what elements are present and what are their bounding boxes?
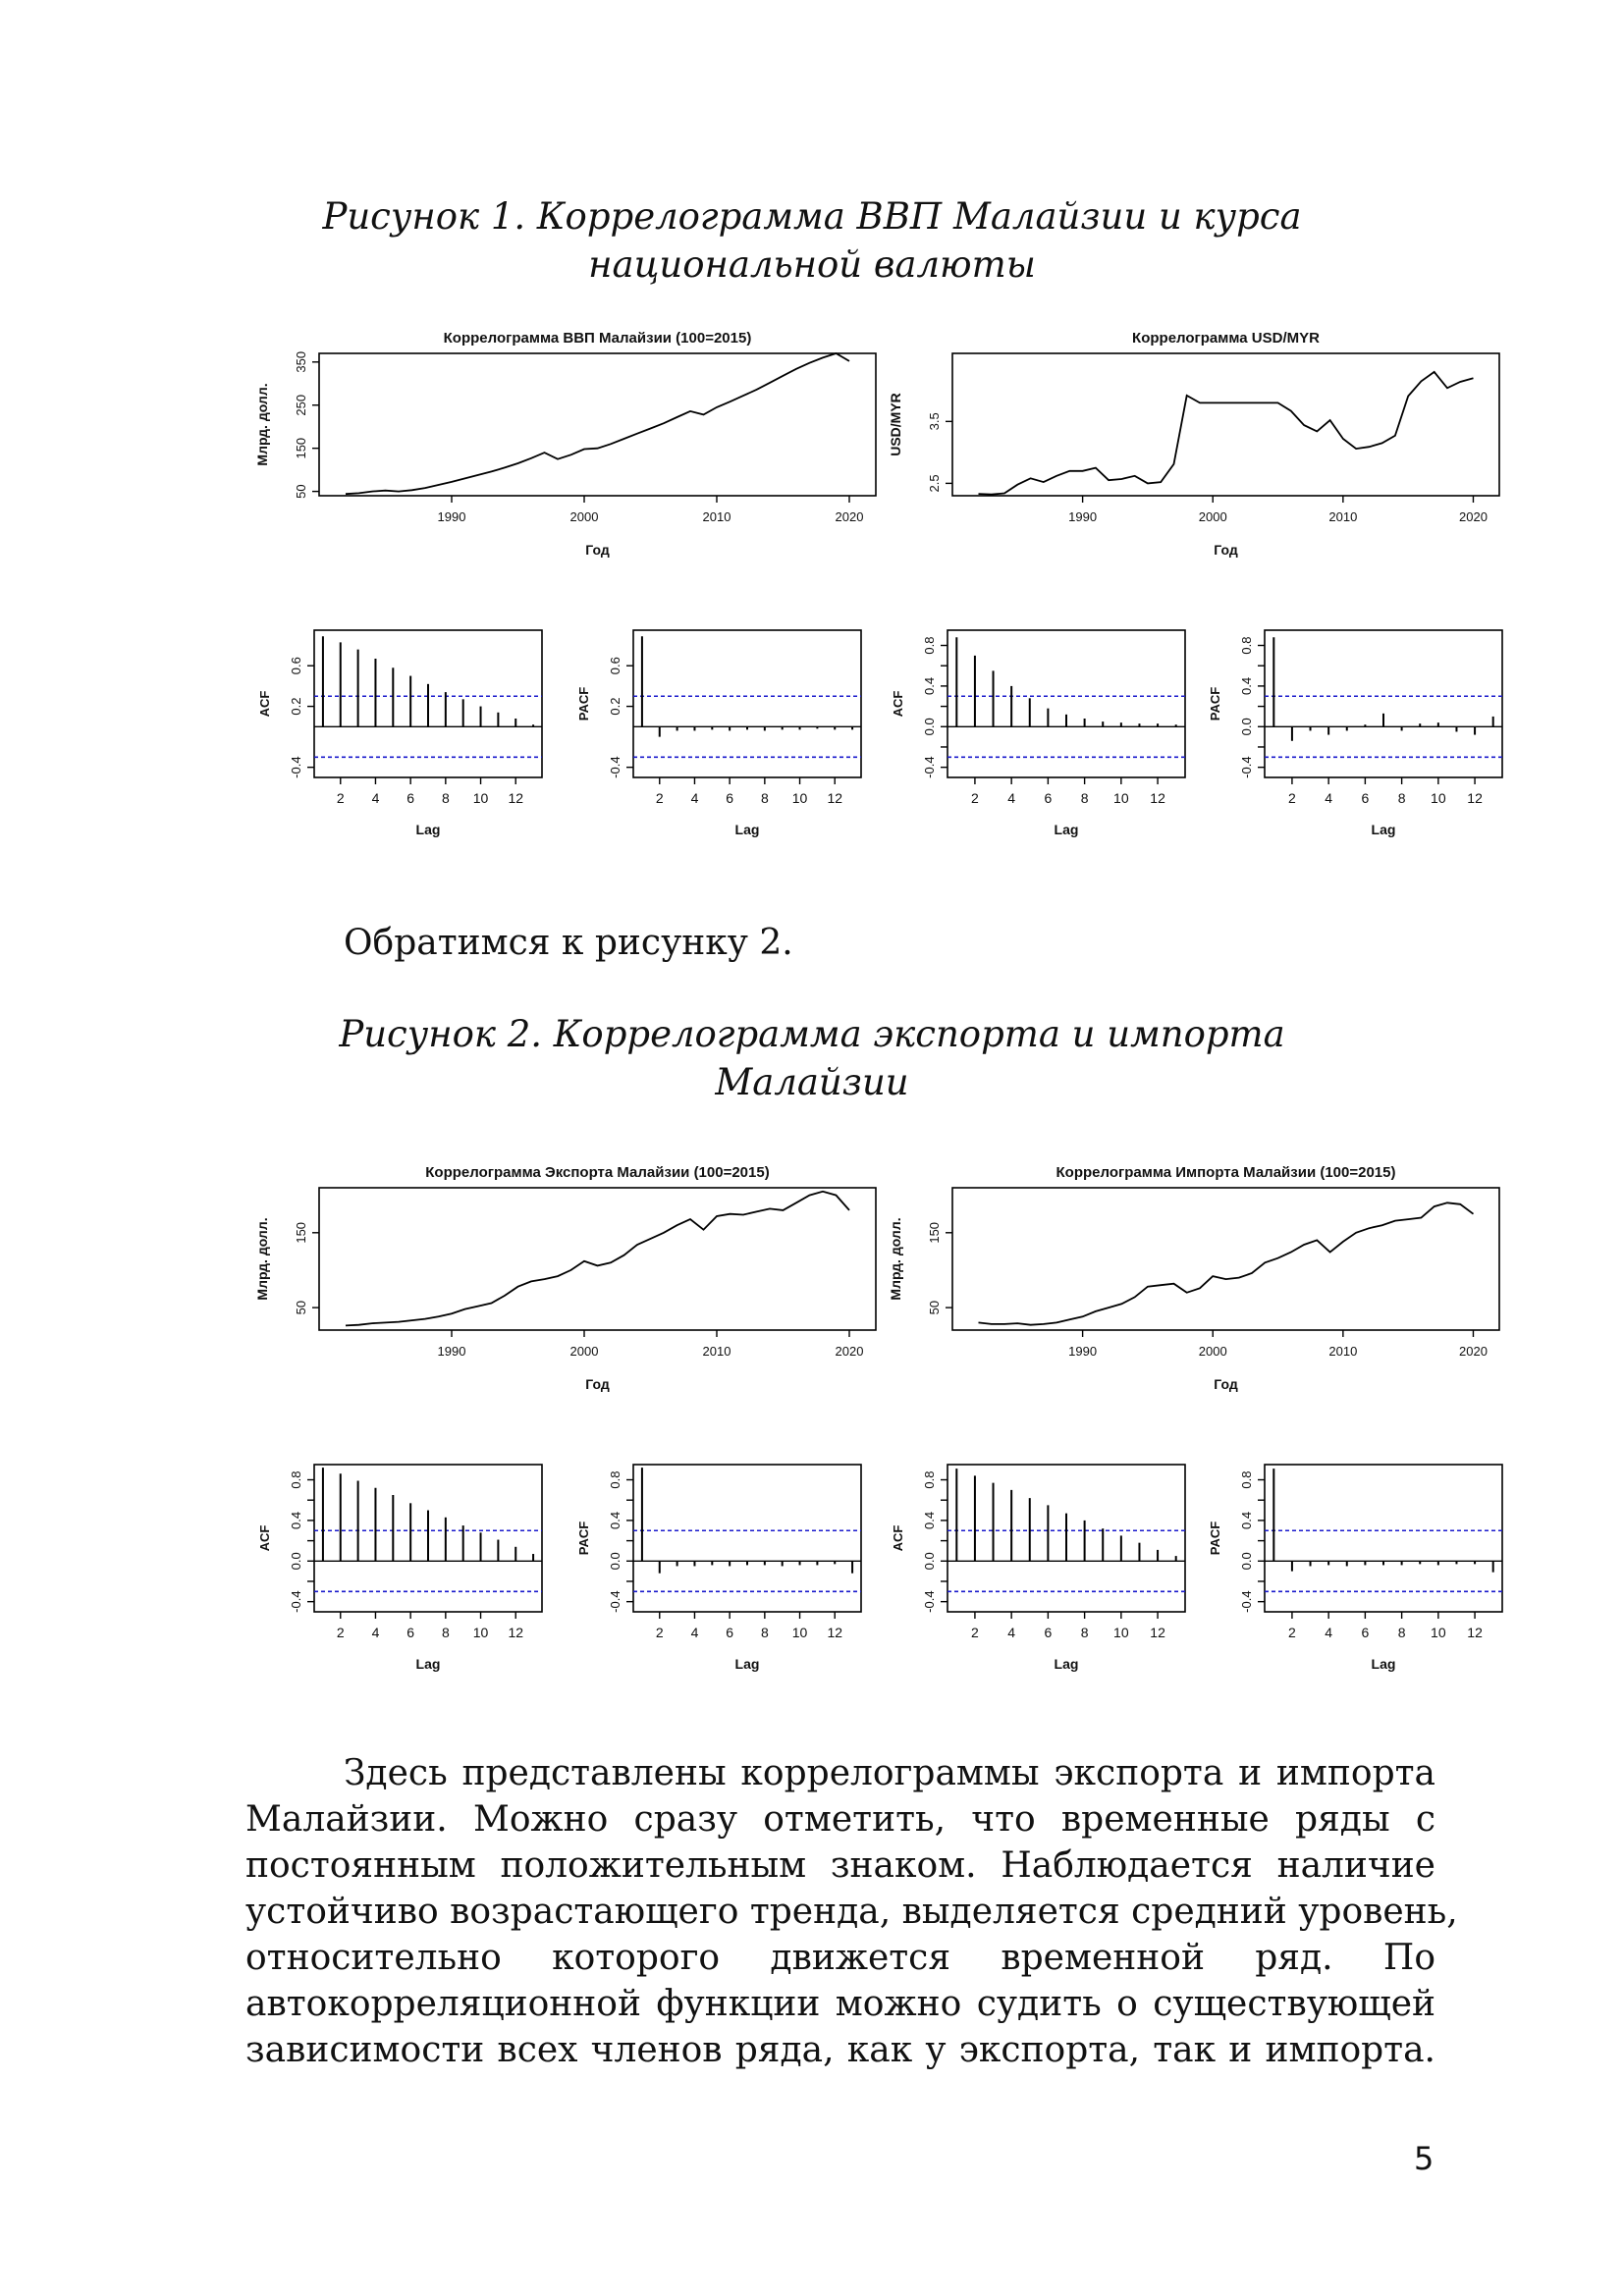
body-line: автокорреляционной функции можно судить о существующей [245,1984,1435,2024]
chart-gdp-acf [245,618,550,854]
y-tick-label: -0.4 [608,756,623,778]
chart-title: Коррелограмма USD/MYR [1132,330,1320,347]
y-tick-label: 150 [294,437,308,459]
x-tick-label: 6 [1361,1625,1370,1640]
plot-frame [1265,1465,1502,1612]
x-tick-label: 1990 [437,509,466,524]
x-axis-label: Lag [734,1656,760,1672]
y-tick-label: 0.4 [1239,676,1254,695]
y-tick-label: 350 [294,350,308,373]
plot-frame [319,353,876,496]
y-tick-label: 150 [294,1221,308,1244]
y-tick-label: -0.4 [922,1590,937,1613]
x-tick-label: 2 [336,1625,345,1640]
chart-import-acf [879,1453,1193,1688]
body-line: Здесь представлены коррелограммы экспорта и импорта [344,1753,1435,1793]
x-tick-label: 12 [1467,790,1483,806]
x-tick-label: 4 [690,790,699,806]
y-axis-label: Млрд. долл. [254,1217,270,1301]
x-tick-label: 1990 [1068,509,1098,524]
plot-frame [1265,630,1502,777]
series-line [979,1202,1474,1324]
x-tick-label: 1990 [437,1344,466,1359]
x-axis-label: Lag [1371,1656,1396,1672]
figure1-caption-line2: национальной валюты [588,243,1036,286]
y-tick-label: 0.4 [1239,1511,1254,1529]
y-tick-label: -0.4 [1239,756,1254,778]
x-tick-label: 6 [406,790,415,806]
x-axis-label: Lag [415,1656,441,1672]
x-axis-label: Lag [734,822,760,837]
y-axis-label: Млрд. долл. [254,383,270,466]
x-tick-label: 12 [1150,1625,1165,1640]
y-axis-label: USD/MYR [888,393,903,456]
body-paragraph [245,1750,1458,2073]
chart-title: Коррелограмма ВВП Малайзии (100=2015) [443,330,752,347]
plot-frame [952,353,1499,496]
y-tick-label: 0.0 [1239,718,1254,736]
y-axis-label: PACF [1208,686,1222,721]
x-tick-label: 12 [508,1625,524,1640]
body-line: устойчиво возрастающего тренда, выделяется средний уровень, [245,1892,1458,1932]
y-tick-label: 0.6 [289,657,303,675]
x-tick-label: 12 [827,790,843,806]
y-tick-label: 0.0 [289,1552,303,1571]
plot-frame [947,630,1185,777]
x-tick-label: 2000 [569,1344,599,1359]
x-tick-label: 2 [1288,790,1296,806]
x-tick-label: 12 [1150,790,1165,806]
plot-frame [319,1188,876,1330]
y-tick-label: 0.4 [608,1511,623,1529]
x-tick-label: 10 [1431,1625,1446,1640]
x-tick-label: 8 [1080,790,1089,806]
chart-gdp [245,324,884,589]
x-tick-label: 8 [1397,790,1406,806]
x-tick-label: 10 [1113,1625,1129,1640]
y-tick-label: 50 [927,1300,942,1315]
x-tick-label: 2 [655,1625,664,1640]
x-tick-label: 10 [1113,790,1129,806]
x-tick-label: 12 [508,790,524,806]
y-tick-label: 0.0 [922,718,937,736]
x-tick-label: 2 [1288,1625,1296,1640]
y-tick-label: 150 [927,1221,942,1244]
x-tick-label: 4 [1325,1625,1333,1640]
x-tick-label: 10 [472,790,489,806]
y-tick-label: 0.6 [608,657,623,675]
x-tick-label: 2020 [1459,1344,1488,1359]
y-tick-label: 0.4 [922,1511,937,1529]
page-number: 5 [1414,2140,1435,2177]
figure2-caption-line1: Рисунок 2. Коррелограмма экспорта и импорта [339,1013,1285,1055]
figure1-caption [0,192,1624,289]
series-line [346,1192,849,1326]
x-tick-label: 2 [971,790,979,806]
y-axis-label: ACF [257,1524,272,1552]
x-tick-label: 4 [371,790,380,806]
x-tick-label: 8 [1080,1625,1089,1640]
chart-import-pacf [1196,1453,1510,1688]
x-axis-label: Lag [1371,822,1396,837]
y-tick-label: -0.4 [289,1590,303,1613]
y-axis-label: ACF [891,690,905,718]
x-tick-label: 2010 [702,509,731,524]
y-axis-label: PACF [576,686,591,721]
y-tick-label: 3.5 [927,412,942,431]
x-tick-label: 6 [406,1625,415,1640]
x-axis-label: Год [585,1376,610,1392]
plot-frame [952,1188,1499,1330]
chart-gdp-pacf [565,618,869,854]
x-tick-label: 2000 [569,509,599,524]
y-tick-label: 0.0 [1239,1552,1254,1571]
x-tick-label: 8 [760,790,769,806]
figure2-caption [0,1010,1624,1106]
x-tick-label: 6 [726,1625,734,1640]
x-tick-label: 2 [336,790,345,806]
chart-export [245,1158,884,1423]
chart-import [879,1158,1507,1423]
y-axis-label: Млрд. долл. [888,1217,903,1301]
y-tick-label: -0.4 [608,1590,623,1613]
y-tick-label: 0.2 [608,697,623,716]
x-tick-label: 2 [971,1625,979,1640]
body-line: относительно которого движется временной ряд. По [245,1938,1435,1978]
x-tick-label: 10 [791,790,808,806]
x-tick-label: 12 [1467,1625,1483,1640]
x-tick-label: 12 [827,1625,843,1640]
x-tick-label: 4 [1325,790,1333,806]
x-tick-label: 2 [655,790,664,806]
series-line [346,353,849,494]
x-axis-label: Lag [1054,1656,1079,1672]
y-tick-label: 0.4 [922,676,937,695]
x-axis-label: Lag [1054,822,1079,837]
x-tick-label: 2000 [1198,509,1227,524]
y-tick-label: -0.4 [1239,1590,1254,1613]
y-axis-label: PACF [1208,1521,1222,1556]
figure2-caption-line2: Малайзии [715,1061,909,1103]
x-tick-label: 10 [1431,790,1446,806]
y-tick-label: 0.8 [922,636,937,655]
x-tick-label: 2010 [1328,1344,1358,1359]
y-axis-label: ACF [257,690,272,718]
y-tick-label: 0.8 [289,1470,303,1489]
x-tick-label: 10 [791,1625,808,1640]
y-tick-label: 2.5 [927,474,942,493]
x-tick-label: 4 [1007,1625,1016,1640]
x-tick-label: 10 [472,1625,489,1640]
y-tick-label: 0.0 [922,1552,937,1571]
x-tick-label: 6 [726,790,734,806]
y-tick-label: 0.8 [922,1470,937,1489]
y-tick-label: 0.8 [1239,1470,1254,1489]
x-tick-label: 2020 [835,509,864,524]
y-tick-label: 0.4 [289,1511,303,1529]
x-axis-label: Год [585,542,610,558]
y-tick-label: 0.8 [1239,636,1254,655]
chart-title: Коррелограмма Импорта Малайзии (100=2015) [1056,1164,1396,1181]
plot-frame [633,630,861,777]
y-tick-label: -0.4 [289,756,303,778]
chart-title: Коррелограмма Экспорта Малайзии (100=2015) [425,1164,770,1181]
y-tick-label: 50 [294,484,308,499]
y-tick-label: 250 [294,394,308,416]
x-tick-label: 4 [1007,790,1016,806]
y-tick-label: 0.8 [608,1470,623,1489]
x-tick-label: 4 [371,1625,380,1640]
x-axis-label: Год [1214,542,1238,558]
x-tick-label: 1990 [1068,1344,1098,1359]
y-tick-label: -0.4 [922,756,937,778]
x-tick-label: 4 [690,1625,699,1640]
chart-export-pacf [565,1453,869,1688]
x-tick-label: 6 [1361,790,1370,806]
x-tick-label: 8 [441,790,450,806]
x-tick-label: 2010 [1328,509,1358,524]
body-line: постоянным положительным знаком. Наблюдается наличие [245,1845,1435,1886]
x-tick-label: 6 [1044,790,1053,806]
figure1-caption-line1: Рисунок 1. Коррелограмма ВВП Малайзии и курса [322,195,1302,238]
y-axis-label: PACF [576,1521,591,1556]
chart-usdmyr-pacf [1196,618,1510,854]
x-tick-label: 2010 [702,1344,731,1359]
x-tick-label: 2000 [1198,1344,1227,1359]
y-tick-label: 50 [294,1300,308,1315]
x-tick-label: 2020 [1459,509,1488,524]
x-tick-label: 8 [1397,1625,1406,1640]
y-tick-label: 0.2 [289,697,303,716]
chart-export-acf [245,1453,550,1688]
x-axis-label: Год [1214,1376,1238,1392]
x-tick-label: 6 [1044,1625,1053,1640]
series-line [979,372,1474,495]
chart-usdmyr [879,324,1507,589]
intro-paragraph: Обратимся к рисунку 2. [344,923,793,963]
body-line: Малайзии. Можно сразу отметить, что временные ряды с [245,1799,1435,1840]
y-axis-label: ACF [891,1524,905,1552]
plot-frame [633,1465,861,1612]
body-line: зависимости всех членов ряда, как у экспорта, так и импорта. [245,2030,1435,2070]
chart-usdmyr-acf [879,618,1193,854]
x-axis-label: Lag [415,822,441,837]
x-tick-label: 8 [441,1625,450,1640]
x-tick-label: 8 [760,1625,769,1640]
y-tick-label: 0.0 [608,1552,623,1571]
x-tick-label: 2020 [835,1344,864,1359]
